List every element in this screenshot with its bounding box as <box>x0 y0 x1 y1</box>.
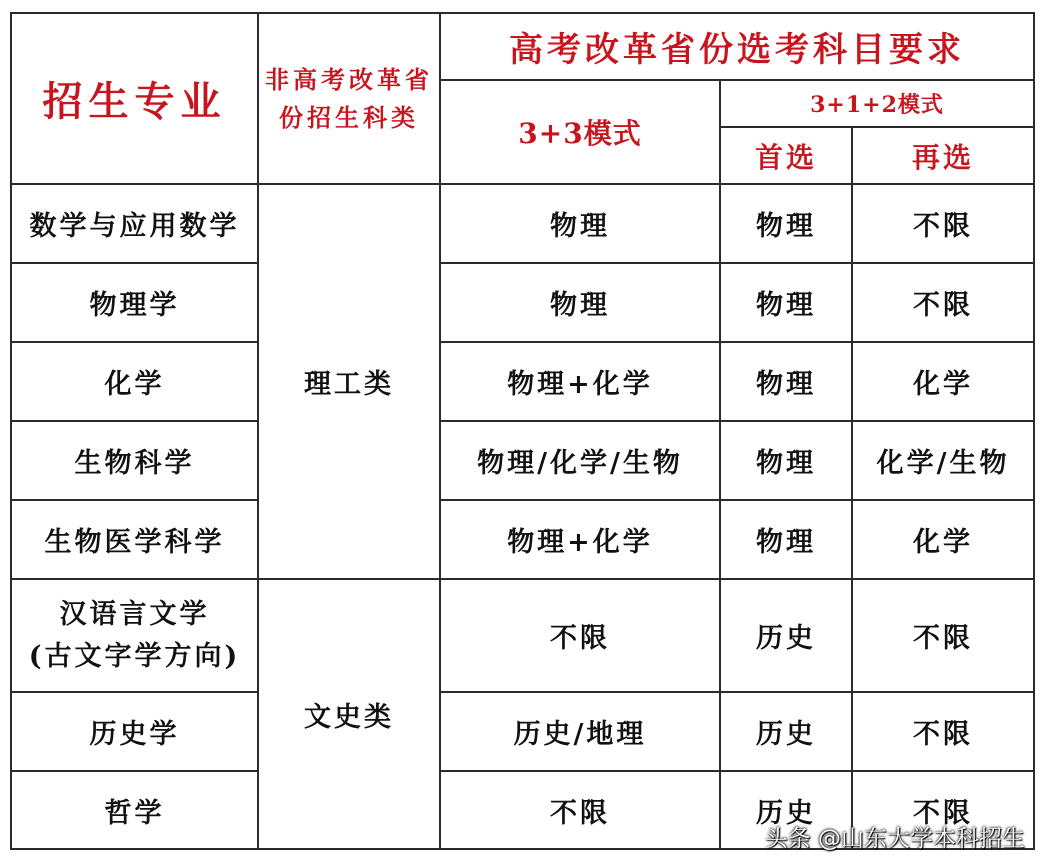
first-choice-cell: 物理 <box>720 421 852 500</box>
watermark: 头条 @山东大学本科招生 <box>764 826 1025 852</box>
category-liberal-arts: 文史类 <box>258 579 440 849</box>
major-cell: 生物医学科学 <box>11 500 258 579</box>
second-choice-cell: 化学 <box>852 342 1034 421</box>
mode33-cell: 不限 <box>440 771 720 849</box>
category-science: 理工类 <box>258 184 440 579</box>
header-reform-title: 高考改革省份选考科目要求 <box>440 13 1034 80</box>
table-row <box>11 500 1034 579</box>
subject-requirements-table <box>10 12 1035 850</box>
mode33-cell: 物理/化学/生物 <box>440 421 720 500</box>
mode33-cell: 物理+化学 <box>440 500 720 579</box>
second-choice-cell: 不限 <box>852 771 1034 849</box>
second-choice-cell: 化学 <box>852 500 1034 579</box>
first-choice-cell: 物理 <box>720 342 852 421</box>
table-row <box>11 421 1034 500</box>
major-cell: 哲学 <box>11 771 258 849</box>
first-choice-cell: 物理 <box>720 263 852 342</box>
header-non-reform-line1: 非高考改革省 <box>265 64 433 94</box>
header-non-reform-line2: 份招生科类 <box>279 102 419 132</box>
table-row <box>11 342 1034 421</box>
header-major: 招生专业 <box>11 13 258 184</box>
major-line2: (古文字学方向) <box>28 640 241 672</box>
table-row <box>11 692 1034 771</box>
header-mode-312: 3+1+2模式 <box>720 80 1034 127</box>
table-row <box>11 184 1034 263</box>
mode33-cell: 物理 <box>440 263 720 342</box>
major-cell: 数学与应用数学 <box>11 184 258 263</box>
mode33-cell: 物理+化学 <box>440 342 720 421</box>
header-first-choice: 首选 <box>720 127 852 184</box>
major-line1: 汉语言文学 <box>59 598 210 630</box>
table-row <box>11 579 1034 692</box>
second-choice-cell: 不限 <box>852 692 1034 771</box>
major-cell: 历史学 <box>11 692 258 771</box>
major-cell: 生物科学 <box>11 421 258 500</box>
first-choice-cell: 历史 <box>720 579 852 692</box>
mode33-cell: 不限 <box>440 579 720 692</box>
first-choice-cell: 历史 <box>720 771 852 849</box>
major-cell: 化学 <box>11 342 258 421</box>
second-choice-cell: 不限 <box>852 263 1034 342</box>
first-choice-cell: 物理 <box>720 184 852 263</box>
mode33-cell: 物理 <box>440 184 720 263</box>
major-cell: 物理学 <box>11 263 258 342</box>
mode33-cell: 历史/地理 <box>440 692 720 771</box>
header-second-choice: 再选 <box>852 127 1034 184</box>
major-cell <box>11 579 258 692</box>
second-choice-cell: 化学/生物 <box>852 421 1034 500</box>
first-choice-cell: 历史 <box>720 692 852 771</box>
second-choice-cell: 不限 <box>852 184 1034 263</box>
header-non-reform <box>258 13 440 184</box>
table-row <box>11 263 1034 342</box>
first-choice-cell: 物理 <box>720 500 852 579</box>
header-mode-33: 3+3模式 <box>440 80 720 184</box>
second-choice-cell: 不限 <box>852 579 1034 692</box>
